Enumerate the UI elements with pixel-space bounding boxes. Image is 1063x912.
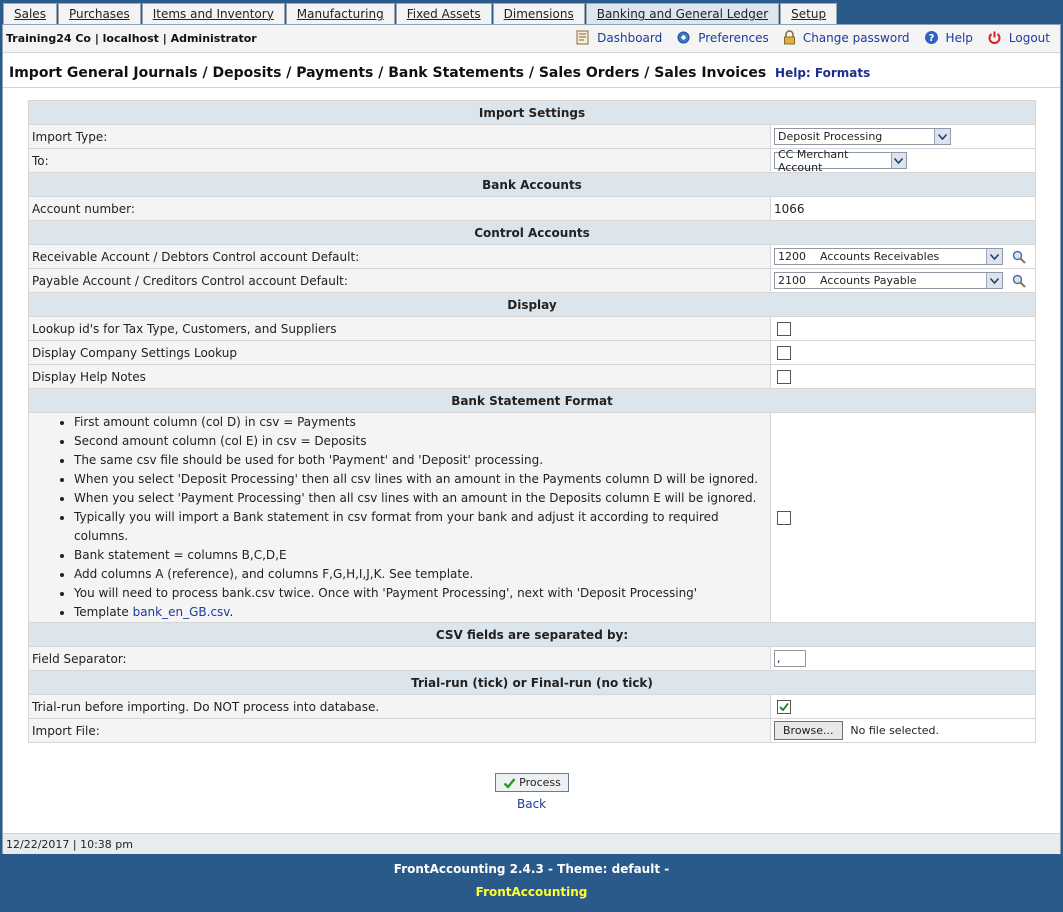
chevron-down-icon [986,273,1002,288]
header-links [562,30,1050,45]
company-settings-checkbox[interactable] [777,346,791,360]
status-datetime: 12/22/2017 | 10:38 pm [6,838,133,851]
bank-statement-notes [29,413,771,623]
field-separator-label: Field Separator: [29,647,771,671]
check-icon [778,701,790,713]
payable-account-label: Payable Account / Creditors Control account Default: [29,269,771,293]
footer-version: FrontAccounting 2.4.3 - Theme: default - [393,862,670,876]
change-password-link[interactable] [783,30,910,45]
list-item: • When you select 'Payment Processing' then all csv lines with an amount in the Deposits column E will be ignored. [74,489,767,508]
list-item: • When you select 'Deposit Processing' then all csv lines with an amount in the Payments column D will be ignored. [74,470,767,489]
help-notes-checkbox[interactable] [777,370,791,384]
section-bank-statement-format: Bank Statement Format [29,389,1036,413]
section-import-settings: Import Settings [29,101,1036,125]
list-item: • You will need to process bank.csv twice. Once with 'Payment Processing', next with 'Deposit Processing' [74,584,767,603]
tab-sales[interactable]: Sales [3,3,57,24]
receivable-account-value: 1200 Accounts Receivables [778,250,940,263]
trial-run-checkbox[interactable] [777,700,791,714]
change-password-label: Change password [802,30,910,45]
back-link[interactable]: Back [517,797,547,811]
chevron-down-icon [934,129,950,144]
list-item: • First amount column (col D) in csv = Payments [74,413,767,432]
section-bank-accounts: Bank Accounts [29,173,1036,197]
check-icon [503,777,516,789]
import-file-label: Import File: [29,719,771,743]
lookup-ids-checkbox[interactable] [777,322,791,336]
lock-icon [783,30,796,45]
payable-account-select[interactable] [774,272,1003,289]
help-notes-label: Display Help Notes [29,365,771,389]
section-trial-run: Trial-run (tick) or Final-run (no tick) [29,671,1036,695]
search-icon[interactable] [1012,250,1026,264]
status-bar [3,833,1060,854]
tab-purchases[interactable]: Purchases [58,3,141,24]
field-separator-input[interactable]: , [774,650,806,667]
search-icon[interactable] [1012,274,1026,288]
gear-icon [676,30,691,45]
list-item: • Bank statement = columns B,C,D,E [74,546,767,565]
chevron-down-icon [891,153,906,168]
import-settings-table [28,100,1036,743]
account-number-label: Account number: [29,197,771,221]
to-account-value: CC Merchant Account [778,147,849,174]
preferences-link[interactable] [676,30,769,45]
tab-dimensions[interactable]: Dimensions [493,3,585,24]
tab-items-and-inventory[interactable]: Items and Inventory [142,3,285,24]
dashboard-icon [576,30,590,45]
account-number-value: 1066 [771,197,1036,221]
template-link[interactable]: bank_en_GB.csv [132,605,230,619]
tab-manufacturing[interactable]: Manufacturing [286,3,395,24]
template-suffix: . [229,605,234,619]
tab-setup[interactable]: Setup [780,3,837,24]
info-bar [3,25,1060,53]
import-type-select[interactable] [774,128,951,145]
user-info: Training24 Co | localhost | Administrator [6,32,257,45]
list-item: • Second amount column (col E) in csv = Deposits [74,432,767,451]
list-item [74,603,767,622]
help-formats-link[interactable]: Help: Formats [775,66,871,80]
title-bar [3,53,1060,88]
to-label: To: [29,149,771,173]
file-status: No file selected. [850,724,940,737]
page-title [9,65,870,81]
to-account-select[interactable] [774,147,907,174]
import-type-label: Import Type: [29,125,771,149]
section-control-accounts: Control Accounts [29,221,1036,245]
import-type-value: Deposit Processing [778,130,883,143]
browse-button[interactable]: Browse... [774,721,843,740]
power-icon [987,30,1002,45]
list-item: • The same csv file should be used for both 'Payment' and 'Deposit' processing. [74,451,767,470]
payable-account-value: 2100 Accounts Payable [778,274,917,287]
chevron-down-icon [986,249,1002,264]
receivable-account-select[interactable] [774,248,1003,265]
company-settings-label: Display Company Settings Lookup [29,341,771,365]
bank-statement-checkbox[interactable] [777,511,791,525]
preferences-label: Preferences [698,30,769,45]
footer-link[interactable]: FrontAccounting [475,885,588,899]
list-item: • Typically you will import a Bank statement in csv format from your bank and adjust it according to required columns. [74,508,767,546]
module-tabs [3,3,838,24]
section-csv-separator: CSV fields are separated by: [29,623,1036,647]
tab-banking-and-general-ledger[interactable]: Banking and General Ledger [586,3,779,24]
process-button-label: Process [519,776,561,789]
notes-list [32,413,767,622]
top-menu-bar [0,0,1063,24]
dashboard-label: Dashboard [597,30,663,45]
help-label: Help [945,30,973,45]
lookup-ids-label: Lookup id's for Tax Type, Customers, and Suppliers [29,317,771,341]
logout-link[interactable] [987,30,1050,45]
receivable-account-label: Receivable Account / Debtors Control account Default: [29,245,771,269]
help-link[interactable] [924,30,973,45]
list-item: • Add columns A (reference), and columns F,G,H,I,J,K. See template. [74,565,767,584]
logout-label: Logout [1008,30,1050,45]
help-icon [924,30,939,45]
process-button[interactable] [495,773,569,792]
tab-fixed-assets[interactable]: Fixed Assets [396,3,492,24]
dashboard-link[interactable] [576,30,662,45]
page-title-text: Import General Journals / Deposits / Payments / Bank Statements / Sales Orders / Sales Invoices [9,65,767,81]
section-display: Display [29,293,1036,317]
main-frame [2,24,1061,854]
svg-text:?: ? [928,33,934,44]
trial-run-label: Trial-run before importing. Do NOT process into database. [29,695,771,719]
template-prefix: Template [74,605,133,619]
